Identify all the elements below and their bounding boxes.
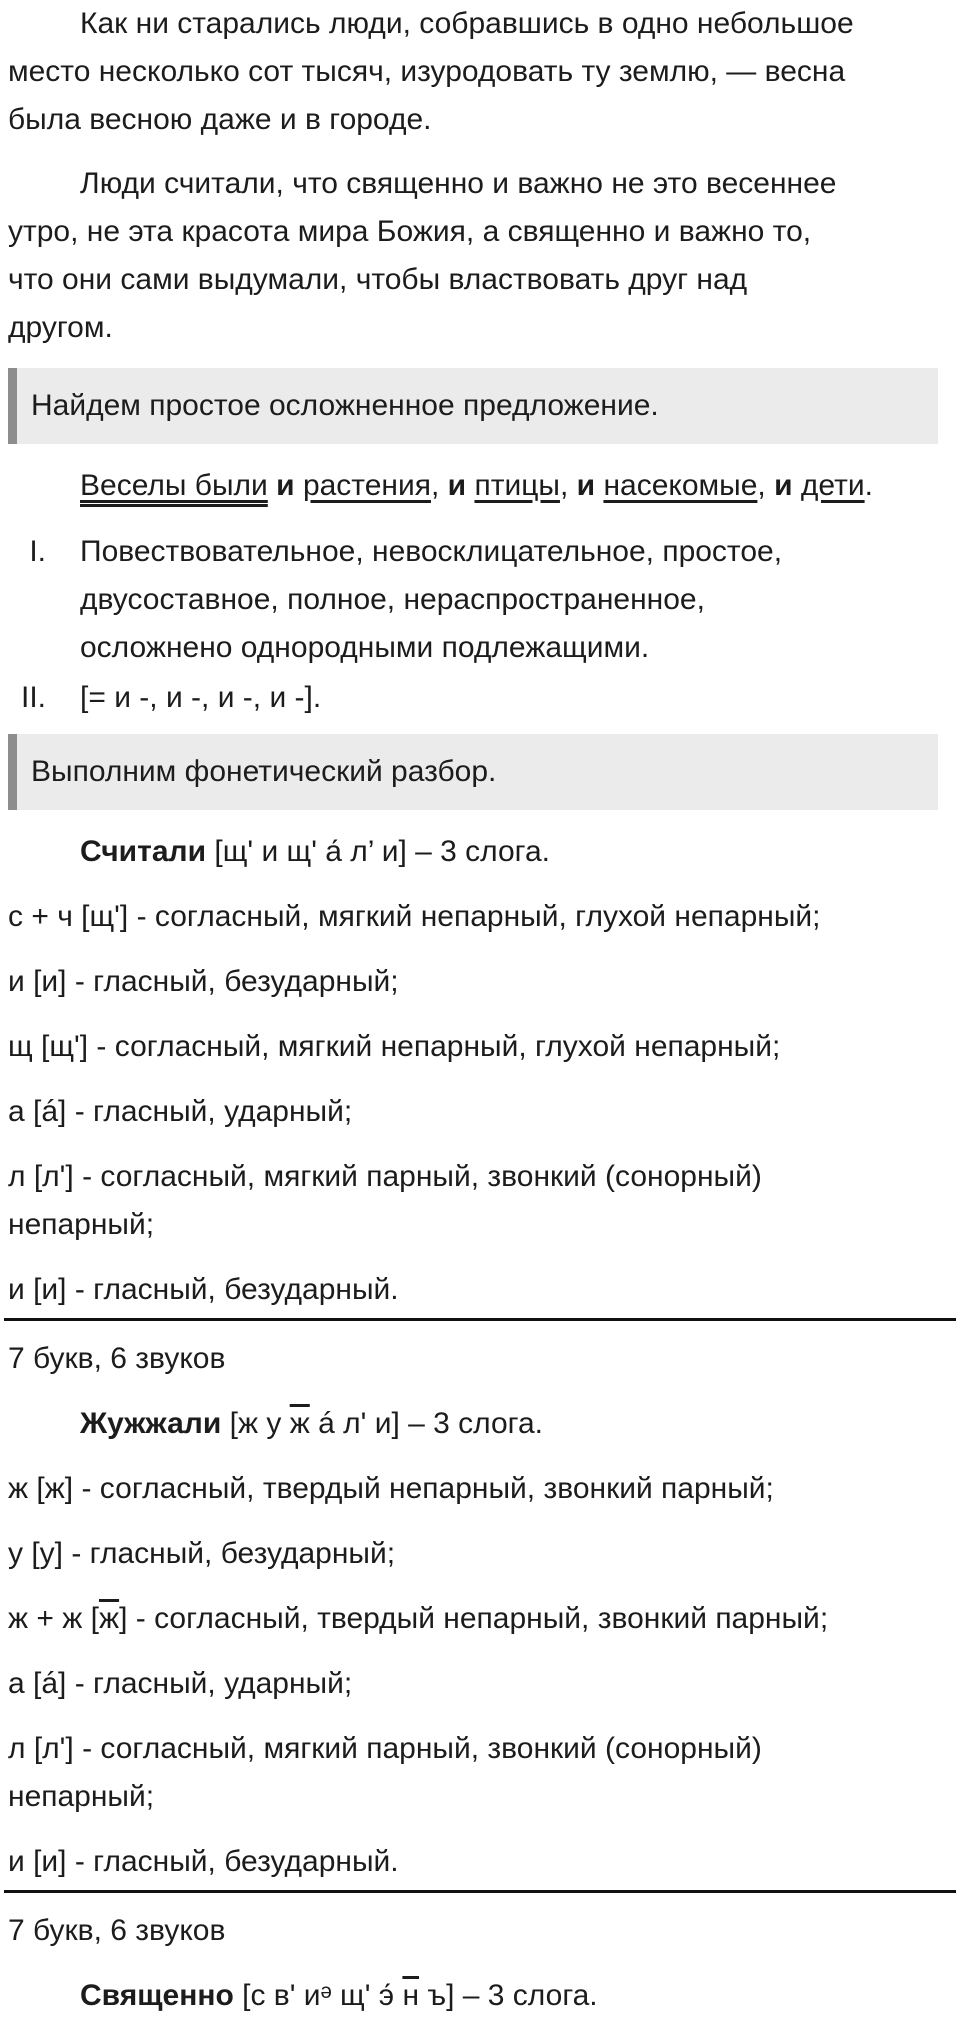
punctuation: .	[864, 469, 873, 502]
divider	[4, 1890, 956, 1893]
analyzed-sentence	[80, 462, 873, 510]
text-line: что они сами выдумали, чтобы властвовать друг над	[8, 263, 748, 296]
long-sound: ж	[289, 1407, 310, 1440]
conjunction: и	[774, 469, 793, 502]
list-number: II.	[20, 681, 46, 714]
analyzed-word: Священно	[80, 1979, 234, 2012]
list-item-line: [= и -, и -, и -, и -].	[80, 681, 322, 714]
long-sound: н	[402, 1979, 420, 2012]
long-sound: ж	[99, 1602, 120, 1635]
list-number: I.	[29, 535, 46, 568]
sound-line: и [и] - гласный, безударный.	[8, 1273, 399, 1306]
transcription-part: ъ] – 3 слога.	[419, 1979, 598, 2012]
letter-sound-count: 7 букв, 6 звуков	[8, 1342, 226, 1375]
transcription	[242, 1979, 598, 2012]
sound-line: непарный;	[8, 1208, 155, 1241]
transcription-part: [ж у	[229, 1407, 290, 1440]
analyzed-word: Жужжали	[80, 1407, 222, 1440]
section-heading-syntax: Найдем простое осложненное предложение.	[8, 368, 938, 444]
word-transcription	[80, 1400, 543, 1448]
sound-line: л [л'] - согласный, мягкий парный, звонкий (сонорный)	[8, 1160, 762, 1193]
list-item-line: Повествовательное, невосклицательное, простое,	[80, 535, 783, 568]
text-line: место несколько сот тысяч, изуродовать ту землю, — весна	[8, 55, 846, 88]
sound-line: щ [щ'] - согласный, мягкий непарный, глухой непарный;	[8, 1030, 781, 1063]
text-line: другом.	[8, 311, 113, 344]
conjunction: и	[276, 469, 295, 502]
transcription: [щ' и щ' а́ л’ и] – 3 слога.	[214, 835, 550, 868]
sound-line: а [á] - гласный, ударный;	[8, 1095, 353, 1128]
list-item-line: двусоставное, полное, нераспространенное,	[80, 583, 705, 616]
text-line: утро, не эта красота мира Божия, а священно и важно то,	[8, 215, 812, 248]
letter-sound-count: 7 букв, 6 звуков	[8, 1914, 226, 1947]
subject: насекомые	[603, 469, 758, 502]
subject: растения	[302, 469, 431, 502]
sound-line: с + ч [щ'] - согласный, мягкий непарный, глухой непарный;	[8, 900, 821, 933]
sound-line: и [и] - гласный, безударный;	[8, 965, 399, 998]
sound-line: и [и] - гласный, безударный.	[8, 1845, 399, 1878]
predicate: Веселы были	[80, 469, 268, 502]
subject: дети	[800, 469, 865, 502]
sound-line: непарный;	[8, 1780, 155, 1813]
sound-line: у [у] - гласный, безударный;	[8, 1537, 396, 1570]
word-transcription	[80, 828, 550, 876]
punctuation: ,	[430, 469, 440, 502]
subject: птицы	[474, 469, 560, 502]
sound-line: л [л'] - согласный, мягкий парный, звонкий (сонорный)	[8, 1732, 762, 1765]
sound-part: ж + ж [	[8, 1602, 99, 1635]
conjunction: и	[576, 469, 596, 502]
punctuation: ,	[757, 469, 766, 502]
list-item-line: осложнено однородными подлежащими.	[80, 631, 650, 664]
sound-line	[8, 1595, 828, 1643]
transcription-part: [с в' иᵊ щ' э́	[242, 1979, 403, 2012]
divider	[4, 1318, 956, 1321]
analyzed-word: Считали	[80, 835, 207, 868]
sound-line: а [á] - гласный, ударный;	[8, 1667, 353, 1700]
text-line: Люди считали, что священно и важно не это весеннее	[80, 167, 837, 200]
sound-part: ] - согласный, твердый непарный, звонкий парный;	[119, 1602, 829, 1635]
word-transcription	[80, 1972, 598, 2020]
transcription-part: á л' и] – 3 слога.	[309, 1407, 543, 1440]
transcription	[230, 1407, 543, 1440]
text-line: была весною даже и в городе.	[8, 103, 432, 136]
punctuation: ,	[559, 469, 569, 502]
conjunction: и	[447, 469, 467, 502]
section-heading-phonetic: Выполним фонетический разбор.	[8, 734, 938, 810]
text-line: Как ни старались люди, собравшись в одно небольшое	[80, 7, 854, 40]
sound-line: ж [ж] - согласный, твердый непарный, звонкий парный;	[8, 1472, 774, 1505]
